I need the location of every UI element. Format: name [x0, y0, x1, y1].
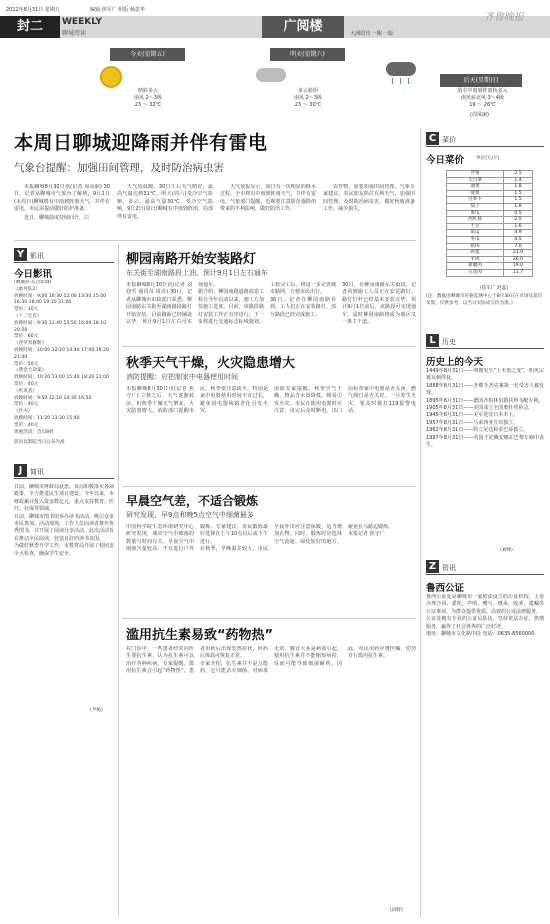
- price-item-name: 黄瓜: [447, 210, 504, 217]
- rain-drop: [392, 78, 393, 84]
- rain-cloud-icon: [386, 62, 416, 76]
- weather-after-detail: [430, 88, 535, 109]
- price-row: [447, 243, 533, 250]
- prices-unit: 单位(元/斤): [476, 156, 500, 161]
- price-row: [447, 217, 533, 224]
- section-title: 广阅楼: [262, 16, 344, 38]
- price-row: [447, 269, 533, 276]
- weather-after-tomorrow: [440, 74, 522, 87]
- price-item-name: 冬瓜: [447, 236, 504, 243]
- price-row: [447, 210, 533, 217]
- price-row: [447, 236, 533, 243]
- divider: [122, 486, 416, 487]
- price-row: [447, 203, 533, 210]
- divider: [14, 240, 416, 241]
- price-item-name: 茄子: [447, 203, 504, 210]
- price-item-name: 猪肉: [447, 243, 504, 250]
- weather-tomorrow: [270, 48, 345, 61]
- drug-note: (田野): [390, 908, 403, 913]
- edition-info: 大洲周刊 一期 一版: [350, 31, 394, 37]
- page-editor: 编辑:焦军广 组版:杨思华: [90, 7, 145, 13]
- page-code: 封二: [0, 16, 60, 38]
- weather-day-label: 今天(星期五): [110, 48, 185, 61]
- price-item-value: 1.5: [504, 197, 533, 204]
- weather-temp: 23 ～ 30℃: [294, 102, 322, 108]
- weather-today-detail: [108, 88, 188, 109]
- price-item-name: 南瓜: [447, 230, 504, 237]
- lead-column-1: 本报聊城8月30日讯(记者 周凤丽) 30日，记者从聊城市气象台了解到，9月2日(本周日)聊城将有中雨到阵雨天气，并伴有雷电。市民需提前做好防护准备。 近日，聊城温度持续回升，白: [14, 184, 110, 221]
- price-item-name: 猪腿肉: [447, 263, 504, 270]
- autumn-subtitle: 消防提醒：应把制家中电器使用时间: [126, 373, 238, 381]
- price-item-value: 26.0: [504, 256, 533, 263]
- price-item-name: 芹菜: [447, 171, 504, 178]
- film-title: 今日影讯: [14, 269, 53, 280]
- price-row: [447, 197, 533, 204]
- prices-note: (注：数据由聊城市价格监测中心于8月30日在市场及超市采集，仅供参考，以当日实际成交价为准。): [426, 294, 543, 306]
- weekly-logo-cn: 聊城周读: [62, 30, 87, 37]
- section-label: 影讯: [30, 252, 44, 260]
- price-item-name: 鸡蛋: [447, 250, 504, 257]
- price-row: [447, 230, 533, 237]
- weekly-logo-en: WEEKLY: [62, 17, 103, 27]
- price-item-value: 1.4: [504, 177, 533, 184]
- price-table-grid: [446, 170, 533, 277]
- road-subtitle: 东关街至湖南路段上油，预计9月1日左右通车: [126, 269, 268, 277]
- weather-tomorrow-detail: [268, 88, 348, 109]
- road-headline: 柳园南路开始安装路灯: [126, 252, 257, 267]
- price-item-value: 1.8: [504, 203, 533, 210]
- history-body: 1449年8月31日——明朝发生“土木堡之变”，明英宗被瓦剌俘获。 1888年8月31日——开膛手杰克案第一名受害人被发现。 1895年8月31日——德国齐柏林伯爵获得飞艇专利。 1905年8月31日——美国成立全国奥杜邦协会。 1945年8月31日——美军进驻日本本土。 1957年8月31日——马来西亚宣布独立。 1962年8月31日——特立尼达和多巴哥独立。 1997年8月31日——英国王妃戴安娜在巴黎车祸中丧生。: [426, 368, 544, 449]
- notice-title: 鲁西公证: [426, 583, 465, 594]
- autumn-headline: 秋季天气干燥，火灾隐患增大: [126, 356, 296, 371]
- section-label: 历史: [442, 338, 456, 346]
- newspaper-logo: 齐鲁晚报: [484, 12, 524, 23]
- lead-subtitle: 气象台提醒：加强田间管理，及时防治病虫害: [14, 162, 224, 174]
- price-item-value: 0.5: [504, 210, 533, 217]
- section-label: 资讯: [442, 564, 456, 572]
- section-marker: Z: [426, 560, 439, 573]
- drug-headline: 滥用抗生素易致“药物热”: [126, 628, 274, 643]
- weather-wind: 南风转北风 3～4级: [461, 95, 504, 101]
- weather-condition: 晴转多云: [137, 88, 158, 94]
- lead-column-4: 农作物，需要加强田间管理。气象专家建议，农民朋友抓住有利天气，加强田间管理，及时防治病虫害，做好秋收准备工作，减少损失。: [323, 184, 415, 213]
- price-row: [447, 223, 533, 230]
- air-subtitle: 研究发现，早9点和晚5点空气中细菌最多: [126, 511, 254, 519]
- sun-icon: [100, 66, 122, 88]
- price-item-value: 4.5: [504, 236, 533, 243]
- section-label: 菜价: [442, 136, 456, 144]
- price-item-value: 21.0: [504, 250, 533, 257]
- weather-temp: 19 ～ 26℃: [469, 102, 496, 108]
- section-rule: [14, 262, 114, 263]
- price-item-value: 19.0: [504, 263, 533, 270]
- price-item-value: 1.6: [504, 223, 533, 230]
- price-item-value: 11.7: [504, 269, 533, 276]
- section-marker: J: [14, 464, 27, 477]
- price-row: [447, 177, 533, 184]
- notice-body: 鲁西公证处是聊城市一家依法设立的公证机构，主要办理合同、委托、声明、赠与、继承、收养、遗嘱等公证事项，为群众提供优质、高效的公证法律服务。 公证处拥有专业的公证员队伍，坚持依法办证，热情服务，赢得了社会各界的广泛好评。 地址：聊城市文化路中段 电话：0635-8560000: [426, 594, 544, 638]
- rain-drop: [400, 78, 401, 84]
- price-row: [447, 263, 533, 270]
- weather-day-label: 明天(星期六): [270, 48, 345, 61]
- column-divider: [420, 128, 421, 918]
- section-rule: [426, 146, 544, 147]
- issue-date: 2012年8月31日 星期五: [6, 7, 60, 13]
- price-item-name: 土豆: [447, 223, 504, 230]
- film-listing: (聊城铁·东昌影城) 《敢死队2》 放映时间：9:00 10:30 12:00 13:30 15:00 16:30 18:00 19:30 21:00 票价：30元 《十二生肖》 放映时间：9:30 11:40 13:50 16:00 18:10 20:20 票价：60元 《普罗米修斯》 放映时间：10:00 12:20 14:40 17:00 19:20 21:40 票价：50元 《黄金大劫案》 放映时间：10:20 13:00 15:40 18:20 21:00 票价：40元 《听风者》 放映时间：9:50 12:10 14:30 16:50 票价：40元 《匹夫》 放映时间：11:20 13:30 15:40 票价：40元 优惠活动：会员8折: [14, 280, 110, 435]
- weather-temp: 23 ～ 32℃: [134, 102, 162, 108]
- road-body: 本报聊城8月30日讯(记者 刘迎雪 通讯员 周亮) 30日，记者从聊城市市政部门获悉，柳园南路东关街至湖南路段路灯开始安装，目前路面已经铺设完毕，预计9月1日左右可实现通车。 据介绍，柳园南路道路改造工程自今年启动以来，施工方加快施工进度。目前，该路段路灯安装工作正有序进行，下一步将进行交通标志标线施划。工程完工后，将进一步完善城市路网，方便市民出行。 30日，记者在柳园南路看到，工人们正在安装路灯，部分路段已经完成施工。: [126, 282, 336, 326]
- price-item-name: 大白菜: [447, 177, 504, 184]
- cloud-icon: [256, 68, 286, 82]
- drug-body: 在门诊中，一些患者经常问医生要抗生素，认为抗生素可以治疗各种疾病。专家提醒，滥用抗生素会引起“药物热”，患者用药后出现发热症状，停药后体温可恢复正常。 专家介绍，抗生素并不是万能药，它只能杀灭细菌，对病毒无效。感冒大多是病毒引起，使用抗生素并不能缩短病程，反而可能导致细菌耐药。因此，市民用药应遵医嘱，切勿自行滥用抗生素。: [126, 646, 416, 675]
- price-row: [447, 184, 533, 191]
- price-row: [447, 256, 533, 263]
- price-item-name: 羊肉: [447, 256, 504, 263]
- jianxun-body: 日前，聊城市财政局获悉，该局积极落实各项政策，全力推进民生项目建设。今年以来，市财政累计投入资金数亿元，重点支持教育、医疗、社保等领域。 日前，聊城市图书馆举办读书活动，吸引众多市民参加。活动现场，工作人员向读者推荐优秀图书，并开展了阅读分享活动。此次活动旨在推动全民阅读，营造良好的读书氛围。 为做好秋季开学工作，市教育局开展了校园安全大检查，确保学生安全。: [14, 484, 114, 557]
- price-item-name: 菠菜: [447, 190, 504, 197]
- weather-condition: 多云转阴: [297, 88, 318, 94]
- air-body: 中国科学院生态环境研究中心研究发现，城市空气中细菌的数量与时间有关。早晨空气中细菌含量较高，不宜进行户外锻炼。专家建议，市民锻炼最好选择在上午10点以后或下午进行。 在秋季，早晚温差较大，市民早晨外出应注意保暖，适当增加衣物。同时，锻炼时应选择空气流通、绿化较好的地方，避免在马路边锻炼。 本报记者 焦守广: [126, 524, 394, 553]
- section-rule: [426, 574, 544, 575]
- price-row: [447, 190, 533, 197]
- price-item-name: 白萝卜: [447, 197, 504, 204]
- price-item-value: 7.0: [504, 243, 533, 250]
- price-item-name: 油菜: [447, 184, 504, 191]
- history-title: 历史上的今天: [426, 357, 484, 368]
- weather-condition: 阴有中雨到阵雨转多云: [457, 88, 508, 94]
- divider: [122, 346, 416, 347]
- weather-day-label: 后天(星期日): [440, 74, 522, 87]
- price-item-value: 2.5: [504, 171, 533, 178]
- road-tail: 30日，在柳园南路东关街段，记者看到施工人员正在安装路灯，路灯灯杆已经基本安装完毕。预计9月1日前后，该路段可实现通车，届时柳园南路将成为城区又一条主干道。: [342, 282, 416, 326]
- price-row: [447, 171, 533, 178]
- price-item-name: 五花肉: [447, 269, 504, 276]
- rain-drop: [408, 78, 409, 84]
- weather-wind: 南风 2～3级: [294, 95, 322, 101]
- weather-note: (周凤丽): [470, 112, 489, 118]
- price-table: [446, 170, 533, 277]
- price-item-name: 西红柿: [447, 217, 504, 224]
- film-note: 影讯以影院当日公布为准: [14, 440, 65, 445]
- weather-wind: 南风 2～3级: [134, 95, 162, 101]
- price-item-value: 4.9: [504, 230, 533, 237]
- section-marker: Y: [14, 248, 27, 261]
- section-rule: [14, 478, 114, 479]
- section-label: 简讯: [30, 468, 44, 476]
- air-headline: 早晨空气差，不适合锻炼: [126, 494, 259, 508]
- section-marker: C: [426, 132, 439, 145]
- prices-credit: (焦军广 赵蕊): [480, 286, 509, 291]
- lead-headline: 本周日聊城迎降雨并伴有雷电: [14, 132, 268, 154]
- autumn-body: 本报聊城8月30日讯(记者 焦守广) 立秋之后，天气逐渐转凉，但秋季干燥天气增多，火灾隐患增大。消防部门提醒市民，秋季要注意防火，特别是家中电器使用时间不宜过长，避免因电器线路老化引发火灾。 消防专家提醒，秋季空气干燥，物品含水量降低，极易引发火灾。市民在使用电器时应注意，用完后及时断电。出门前检查家中电器是否关闭，燃气阀门是否关好。一旦发生火灾，要及时拨打119报警电话。: [126, 386, 416, 415]
- price-item-value: 1.5: [504, 190, 533, 197]
- price-row: [447, 250, 533, 257]
- weather-today: [110, 48, 185, 61]
- prices-title: 今日菜价: [426, 155, 465, 166]
- column-divider: [118, 244, 119, 916]
- section-rule: [426, 348, 544, 349]
- jianxun-note: (尹杨): [90, 708, 103, 713]
- lead-column-2: 天气较温暖。30日午后天气晴好，最高气温达到31℃。明天(周六)受冷空气影响，多云，最高气温30℃。受冷空气影响，9月2日(周日)聊城有中雨到阵雨，局部伴有雷电。: [117, 184, 213, 220]
- lead-column-3: 天气预报显示，周日有一次明显的降水过程，全市将有中雨到阵雨天气，并伴有雷电。气象部门提醒，近期要注意防范强降雨带来的不利影响，做好防汛工作。: [220, 184, 316, 213]
- price-item-value: 2.5: [504, 217, 533, 224]
- history-note: (刘峰): [500, 548, 513, 553]
- section-marker: L: [426, 334, 439, 347]
- divider: [122, 618, 416, 619]
- price-item-value: 1.8: [504, 184, 533, 191]
